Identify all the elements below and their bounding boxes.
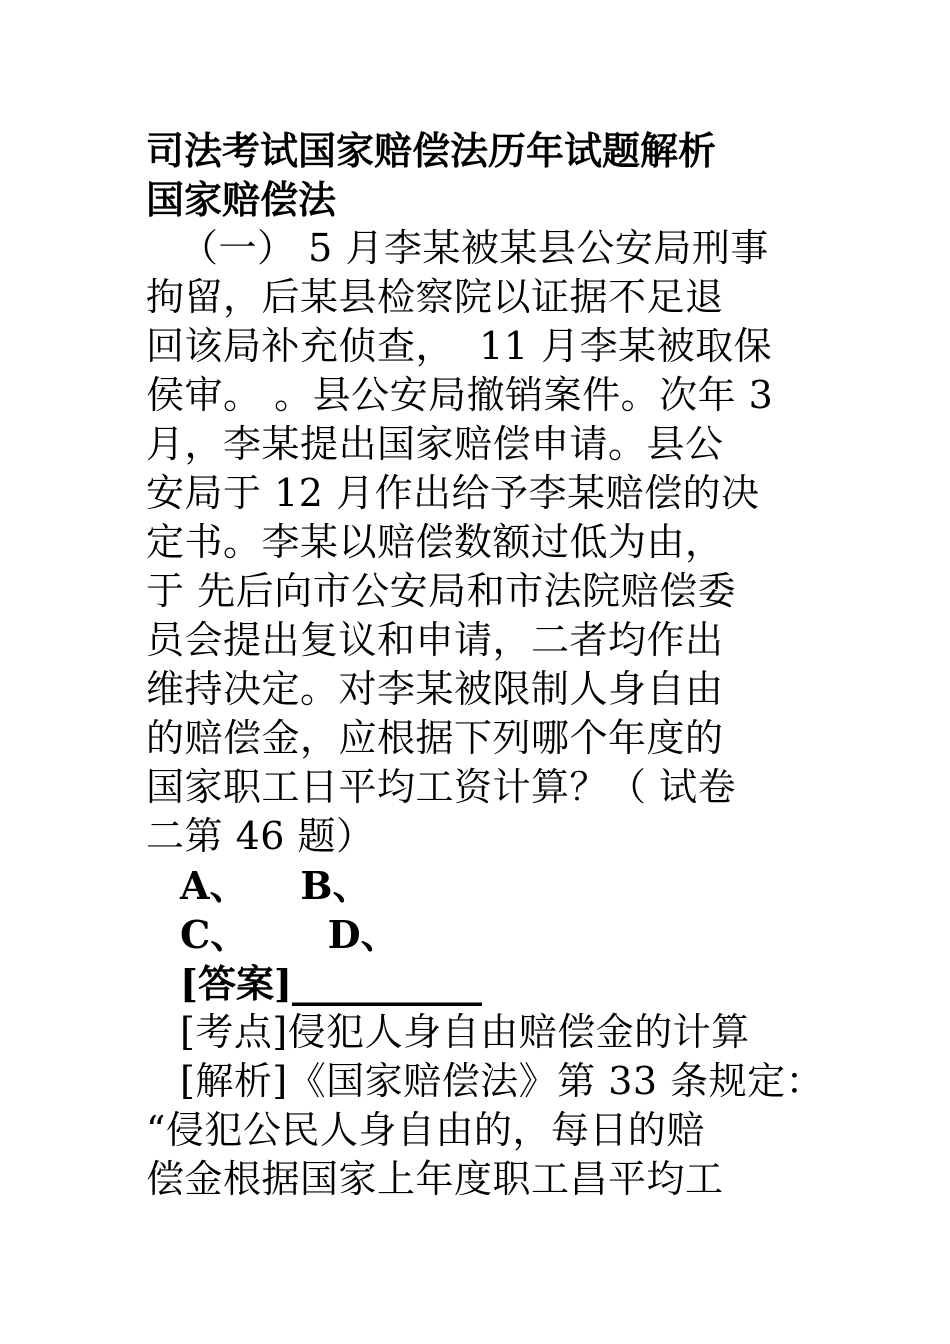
question-line: 维持决定。对李某被限制人身自由 (146, 667, 724, 711)
document-content (146, 126, 826, 1204)
question-line: 员会提出复议和申请，二者均作出 (146, 618, 724, 662)
question-line: 安局于 12 月作出给予李某赔偿的决 (146, 471, 760, 515)
analysis-line: “侵犯公民人身自由的，每日的赔 (146, 1108, 705, 1152)
options-row-cd: C、 D、 (180, 912, 399, 957)
options-row-ab: A、 B、 (180, 863, 371, 908)
question-line: 定书。李某以赔偿数额过低为由， (146, 520, 724, 564)
question-line: 侯审。 。县公安局撤销案件。次年 3 (146, 373, 774, 417)
question-line: （一） 5 月李某被某县公安局刑事 (180, 226, 769, 270)
analysis-line: [解析]《国家赔偿法》第 33 条规定： (180, 1059, 825, 1103)
question-line: 拘留，后某县检察院以证据不足退 (146, 275, 724, 319)
question-line: 于 先后向市公安局和市法院赔偿委 (146, 569, 737, 613)
question-line: 国家职工日平均工资计算？（ 试卷 (146, 765, 737, 809)
document-subtitle: 国家赔偿法 (146, 177, 337, 222)
document-title: 司法考试国家赔偿法历年试题解析 (146, 128, 717, 173)
analysis-line: 偿金根据国家上年度职工昌平均工 (146, 1157, 724, 1201)
question-line: 回该局补充侦查， 11 月李某被取保 (146, 324, 773, 368)
question-line: 月，李某提出国家赔偿申请。县公 (146, 422, 724, 466)
question-line: 的赔偿金，应根据下列哪个年度的 (146, 716, 724, 760)
exam-point-line: [考点]侵犯人身自由赔偿金的计算 (180, 1010, 750, 1054)
question-line: 二第 46 题） (146, 814, 375, 858)
answer-line: [答案]__________ (180, 961, 482, 1006)
